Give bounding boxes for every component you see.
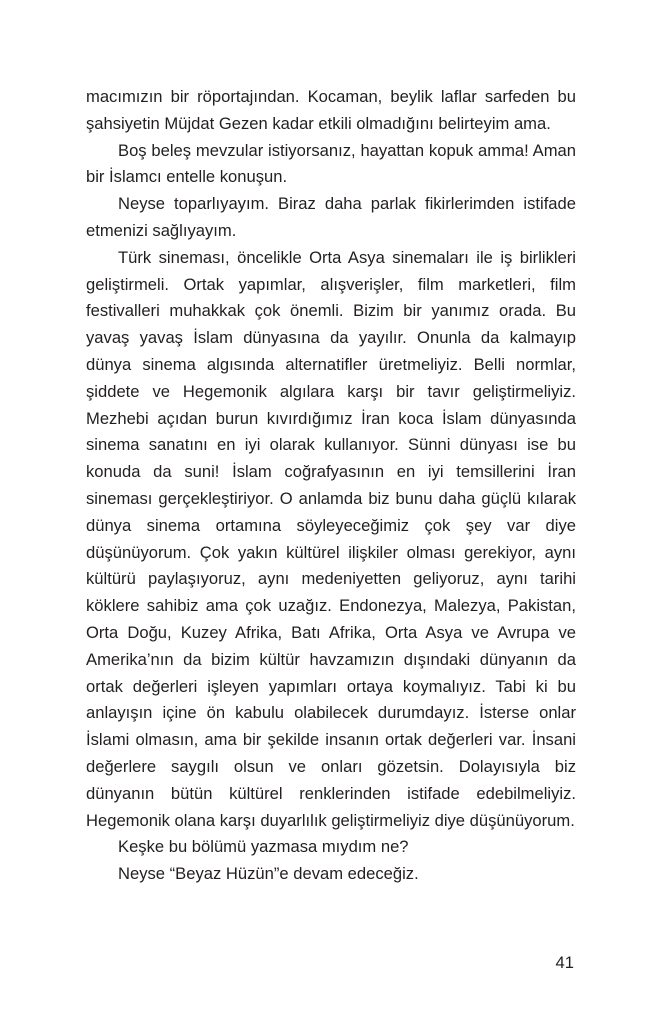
page-number: 41 bbox=[555, 953, 574, 972]
page-body bbox=[86, 84, 576, 888]
paragraph-6: Neyse “Beyaz Hüzün”e devam edeceğiz. bbox=[118, 864, 419, 884]
paragraph-1: macımızın bir röportajından. Kocaman, beylik laflar sarfeden bu şahsiyetin Müjdat Gezen kadar etkili olmadığını belirteyim ama. bbox=[86, 87, 576, 133]
paragraph-2: Boş beleş mevzular istiyorsanız, hayattan kopuk amma! Aman bir İslamcı entelle konuşun. bbox=[86, 140, 576, 187]
paragraph-4: Türk sineması, öncelikle Orta Asya sinemaları ile iş birlikleri geliştirmeli. Ortak yapımlar, alışverişler, film marketleri, film festivalleri muhakkak çok önemli. Bizim bir yanımız orada. Bu yavaş yavaş İslam dünyasına da yayılır. Onunla da kalmayıp dünya sinema algısında alternatifler üretmeliyiz. Belli normlar, şiddete ve Hegemonik algılara karşı bir tavır geliştirmeliyiz. Mezhebi açıdan burun kıvırdığımız İran koca İslam dünyasında sinema sanatını en iyi olarak kullanıyor. Sünni dünyası ise bu konuda da suni! İslam coğrafyasının en iyi temsillerini İran sineması gerçekleştiriyor. O anlamda biz bunu daha güçlü kılarak dünya sinema ortamına söyleyeceğimiz çok şey var diye düşünüyorum. Çok yakın kültürel ilişkiler olması gerekiyor, aynı kültürü paylaşıyoruz, aynı medeniyetten geliyoruz, aynı tarihi köklere sahibiz ama çok uzağız. Endonezya, Malezya, Pakistan, Orta Doğu, Kuzey Afrika, Batı Afrika, Orta Asya ve Avrupa ve Amerika’nın da bizim kültür havzamızın dışındaki dünyanın da ortak değerleri işleyen yapımları ortaya koymalıyız. Tabi ki bu anlayışın içine ön kabulu olabilecek durumdayız. İsterse onlar İslami olmasın, ama bir şekilde insanın ortak değerleri var. İnsani değerlere saygılı olsun ve onları gözetsin. Dolayısıyla biz dünyanın bütün kültürel renklerinden istifade edebilmeliyiz. Hegemonik olana karşı duyarlılık geliştirmeliyiz diye düşünüyorum. bbox=[86, 247, 576, 830]
paragraph-3: Neyse toparlıyayım. Biraz daha parlak fikirlerimden istifade etmenizi sağlıyayım. bbox=[86, 194, 576, 240]
paragraph-5: Keşke bu bölümü yazmasa mıydım ne? bbox=[118, 837, 409, 857]
